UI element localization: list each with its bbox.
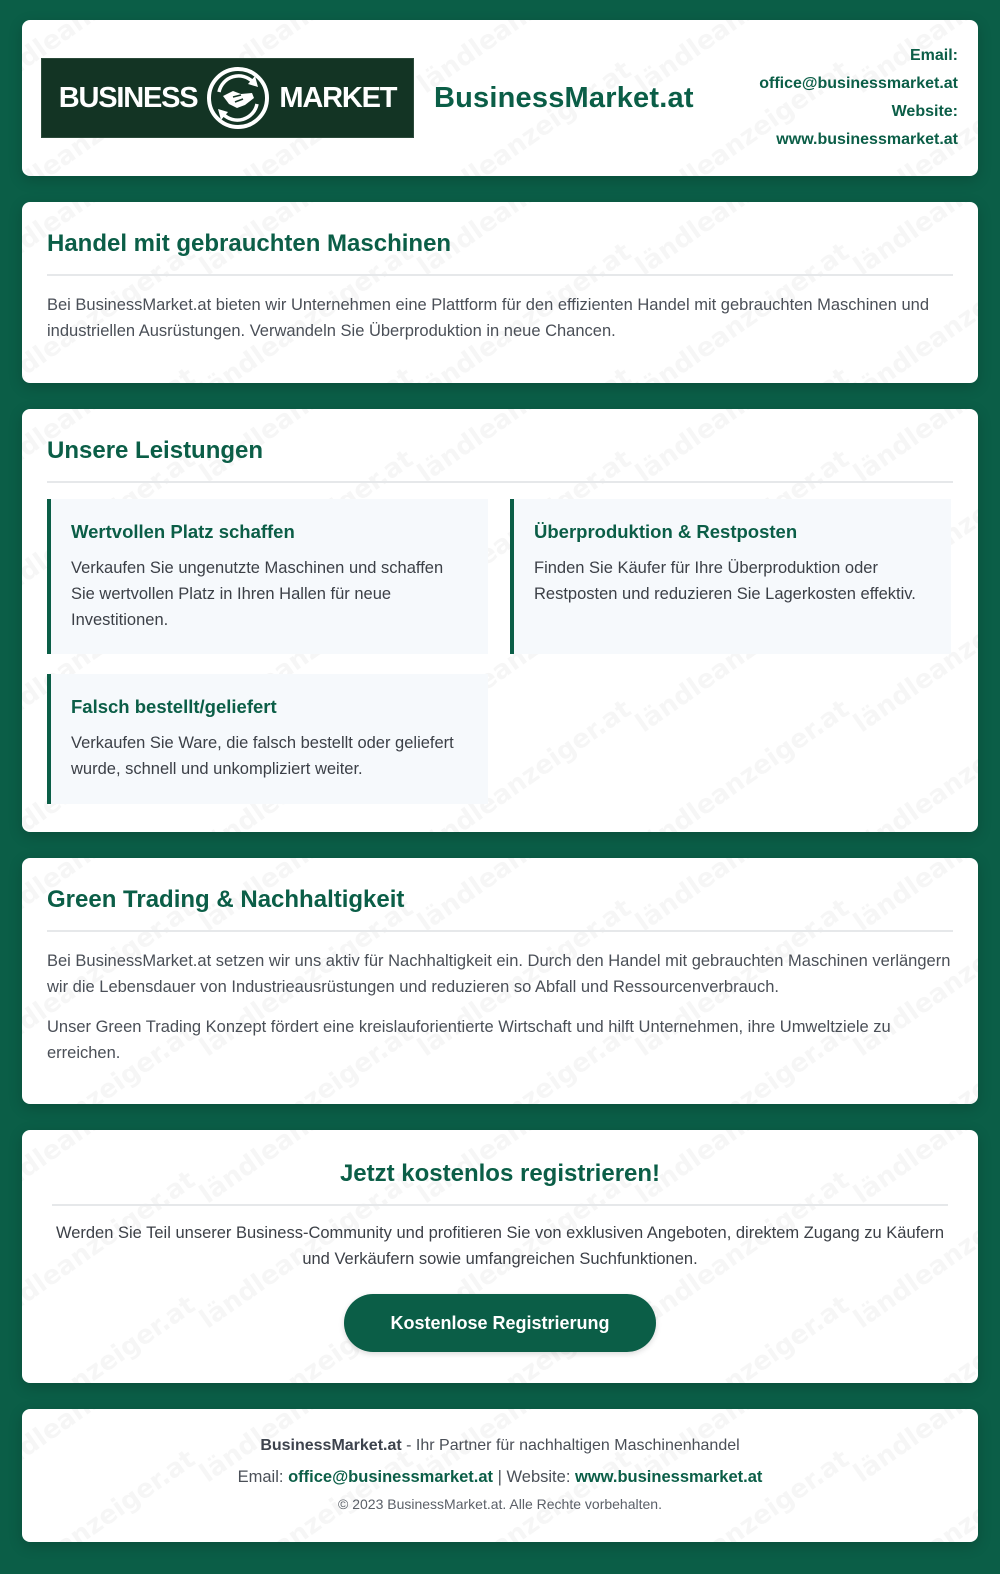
email-label: Email: [909,47,958,64]
email-link[interactable]: office@businessmarket.at [759,75,958,92]
intro-card [22,202,978,383]
footer-card [22,1409,978,1542]
footer-website-link[interactable]: www.businessmarket.at [575,1468,763,1486]
footer-tagline [22,1436,978,1456]
green-trading-paragraph: Bei BusinessMarket.at setzen wir uns aktiv für Nachhaltigkeit ein. Durch den Handel mit gebrauchten Maschinen verlängern wir die Lebensdauer von Industrieausrüstungen und reduzieren so Abfall und Ressourcenverbrauch. [47,952,951,996]
intro-text: Bei BusinessMarket.at bieten wir Unternehmen eine Plattform für den effizienten Handel mit gebrauchten Maschinen und industriellen Ausrüstungen. Verwandeln Sie Überproduktion in neue Chancen. [47,296,930,340]
green-trading-title: Green Trading & Nachhaltigkeit [47,886,953,932]
handshake-cycle-icon [205,65,271,131]
logo-word-market: MARKET [279,81,397,114]
site-title: BusinessMarket.at [434,81,694,114]
registration-cta-card [22,1130,978,1383]
service-item-overproduction [510,499,951,654]
footer-email-label: Email: [237,1468,289,1486]
service-text: Finden Sie Käufer für Ihre Überproduktion oder Restposten und reduzieren Sie Lagerkosten effektiv. [534,559,916,603]
service-title: Überproduktion & Restposten [534,521,798,542]
header-contact [759,42,958,154]
service-item-space [47,499,488,654]
footer-contact [22,1467,978,1487]
cta-title: Jetzt kostenlos registrieren! [52,1160,948,1206]
green-trading-card [22,858,978,1104]
footer-tagline-text: - Ihr Partner für nachhaltigen Maschinenhandel [401,1437,740,1454]
service-item-wrong-order [47,674,488,804]
service-title: Falsch bestellt/geliefert [71,696,277,717]
header-card [22,20,978,176]
footer-brand: BusinessMarket.at [260,1437,402,1454]
service-text: Verkaufen Sie ungenutzte Maschinen und schaffen Sie wertvollen Platz in Ihren Hallen für neue Investitionen. [71,559,444,629]
service-title: Wertvollen Platz schaffen [71,521,295,542]
services-title: Unsere Leistungen [47,437,953,483]
service-text: Verkaufen Sie Ware, die falsch bestellt oder geliefert wurde, schnell und unkompliziert weiter. [71,734,454,778]
green-trading-paragraph: Unser Green Trading Konzept fördert eine kreislauforientierte Wirtschaft und hilft Unternehmen, ihre Umweltziele zu erreichen. [47,1018,891,1062]
footer-email-link[interactable]: office@businessmarket.at [288,1468,494,1486]
footer-separator: | Website: [493,1468,575,1486]
service-grid [47,499,953,804]
footer-copyright: © 2023 BusinessMarket.at. Alle Rechte vorbehalten. [338,1496,662,1512]
register-button[interactable]: Kostenlose Registrierung [344,1294,656,1352]
logo[interactable] [41,58,414,138]
intro-title: Handel mit gebrauchten Maschinen [47,230,953,276]
website-link[interactable]: www.businessmarket.at [776,131,958,148]
website-label: Website: [891,103,958,120]
services-card [22,409,978,832]
cta-text: Werden Sie Teil unserer Business-Community und profitieren Sie von exklusiven Angeboten, direktem Zugang zu Käufern und Verkäufern sowie umfangreichen Suchfunktionen. [55,1224,945,1268]
logo-word-business: BUSINESS [58,81,198,114]
